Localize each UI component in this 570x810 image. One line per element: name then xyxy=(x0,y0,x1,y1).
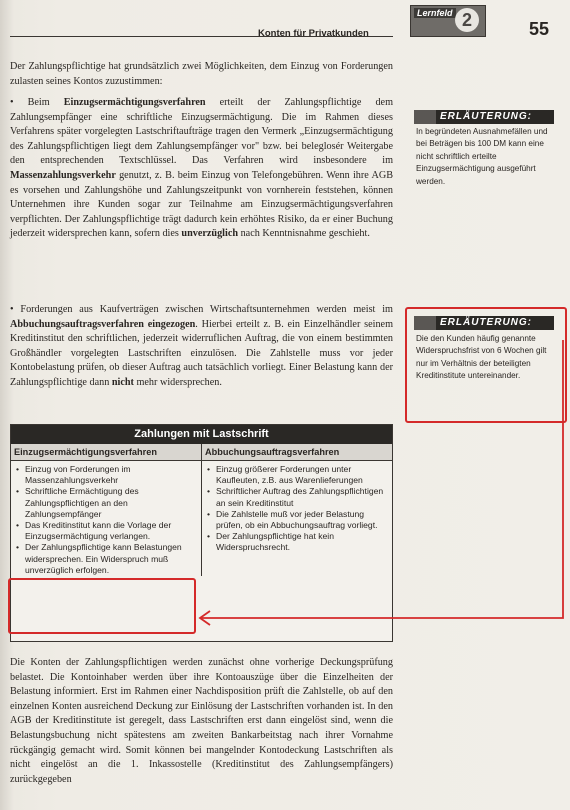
list-item: • Schriftlicher Auftrag des Zahlungspflichtigen an sein Kreditinstitut xyxy=(206,486,388,508)
term-unverzueglich: unverzüglich xyxy=(181,228,239,240)
pen-icon xyxy=(414,110,436,124)
margin-note-text-2: Die den Kunden häufig genannte Widerspruchsfrist von 6 Wochen gilt nur im Verhältnis der beteiligten Kreditinstitute untereinander. xyxy=(416,334,547,381)
bullet-einzugsermaechtigung: • Beim Einzugsermächtigungsverfahren erteilt der Zahlungspflichtige dem Zahlungsempfänger eine schriftliche Einzugsermächtigung. Die im Rahmen dieses Verfahrens später vorgelegten Lastschriftaufträge tragen den Vermerk „Einzugsermächtigung des Zahlungspflichtigen liegt dem Zahlungsempfänger vor" bzw. bei beleglosér Weitergabe den entsprechenden Textschlüssel. Das Verfahren wird insbesondere im Massenzahlungsverkehr genutzt, z. B. beim Einzug von Telefongebühren. Wenn ihre AGB es vorsehen und Zahlungshöhe und Zahlungszeitpunkt von vornherein feststehen, können Unternehmen ihre Kunden sogar zur Teilnahme am Einzugsermächtigungsverfahren verpflichten. Der Zahlungspflichtige trägt dadurch kein erhöhtes Risiko, da er einer Buchung jederzeit widersprechen kann, sofern dies unverzüglich nach Kenntnisnahme geschieht. xyxy=(10,97,393,240)
list-item: • Einzug größerer Forderungen unter Kaufleuten, z.B. aus Warenlieferungen xyxy=(206,464,388,486)
red-annotation-arrow xyxy=(190,330,570,640)
list-item: • Einzug von Forderungen im Massenzahlungsverkehr xyxy=(15,464,197,486)
margin-note-heading-1: ERLÄUTERUNG: xyxy=(414,110,554,124)
logo-text: Lernfeld xyxy=(414,8,456,18)
list-item: • Schriftliche Ermächtigung des Zahlungspflichtigen an den Zahlungsempfänger xyxy=(15,486,197,520)
intro-paragraph: Der Zahlungspflichtige hat grundsätzlich zwei Möglichkeiten, dem Einzug von Forderungen zulasten seines Kontos zuzustimmen: xyxy=(10,61,393,87)
list-item: • Der Zahlungspflichtige kann Belastungen widersprechen. Ein Widerspruch muß unverzüglich erfolgen. xyxy=(15,542,197,576)
term-abbuchungsauftrag: Abbuchungsauftragsverfahren eingezogen xyxy=(10,318,196,330)
list-item: • Die Zahlstelle muß vor jeder Belastung prüfen, ob ein Abbuchungsauftrag vorliegt. xyxy=(206,509,388,531)
lernfeld-logo xyxy=(410,5,486,37)
header-rule xyxy=(10,36,393,37)
pen-icon xyxy=(414,316,436,330)
margin-note-heading-2: ERLÄUTERUNG: xyxy=(414,316,554,330)
list-item: • Das Kreditinstitut kann die Vorlage der Einzugsermächtigung verlangen. xyxy=(15,520,197,542)
page-number: 55 xyxy=(529,19,550,39)
table-title: Zahlungen mit Lastschrift xyxy=(11,425,392,444)
table-column-einzug xyxy=(11,461,202,576)
table-header-abbuchung: Abbuchungsauftragsverfahren xyxy=(205,447,340,457)
term-nicht: nicht xyxy=(111,376,134,388)
running-head: Konten für Privatkunden xyxy=(258,28,369,39)
bullet-abbuchungsauftrag: • Forderungen aus Kaufverträgen zwischen Wirtschaftsunternehmen werden meist im Abbuchungsauftragsverfahren eingezogen. Hierbei erteilt z. B. ein Einzelhändler seinem Kreditinstitut den schriftlichen, jederzeit widerruflichen Auftrag, die von einem bestimmten Großhändler vorgelegten Lastschriften einzulösen. Die Zahlstelle muss vor jeder Kontobelastung prüfen, ob dieser Auftrag auch tatsächlich vorliegt. Einer Belastung kann der Zahlungspflichtige dann nicht mehr widersprechen. xyxy=(10,304,393,388)
term-einzugsermaechtigung: Einzugsermächtigungsverfahren xyxy=(63,97,206,108)
list-item: • Der Zahlungspflichtige hat kein Widerspruchsrecht. xyxy=(206,531,388,553)
margin-note-text-1: In begründeten Ausnahmefällen und bei Beträgen bis 100 DM kann eine nicht schriftlich erteilte Einzugsermächtigung ausgeführt werden. xyxy=(416,127,548,186)
term-massenzahlungsverkehr: Massenzahlungsverkehr xyxy=(10,169,116,181)
outro-paragraph: Die Konten der Zahlungspflichtigen werden zunächst ohne vorherige Deckungsprüfung belastet. Die Kontoinhaber werden über ihre Kontoauszüge über die Einzelheiten der Belastung informiert. Erst im Rahmen einer Nachdisposition prüft die Zahlstelle, ob auf den einzelnen Konten ausreichend Deckung zur Einlösung der Lastschriften vorhanden ist. In den AGB der Kreditinstitute ist geregelt, dass Lastschriften erst dann eingelöst sind, wenn die Belastungsbuchung nicht spätestens am zweiten Bankarbeitstag nach ihrer Vornahme rückgängig gemacht wird. Somit können bei mangelnder Kontodeckung Lastschriften als nicht eingelöst an die 1. Inkassostelle (Kreditinstitut des Zahlungsempfängers) zurückgegeben xyxy=(10,657,393,785)
logo-number: 2 xyxy=(455,8,479,32)
red-annotation-box-table xyxy=(8,578,196,634)
table-header-einzug: Einzugsermächtigungsverfahren xyxy=(11,444,202,460)
